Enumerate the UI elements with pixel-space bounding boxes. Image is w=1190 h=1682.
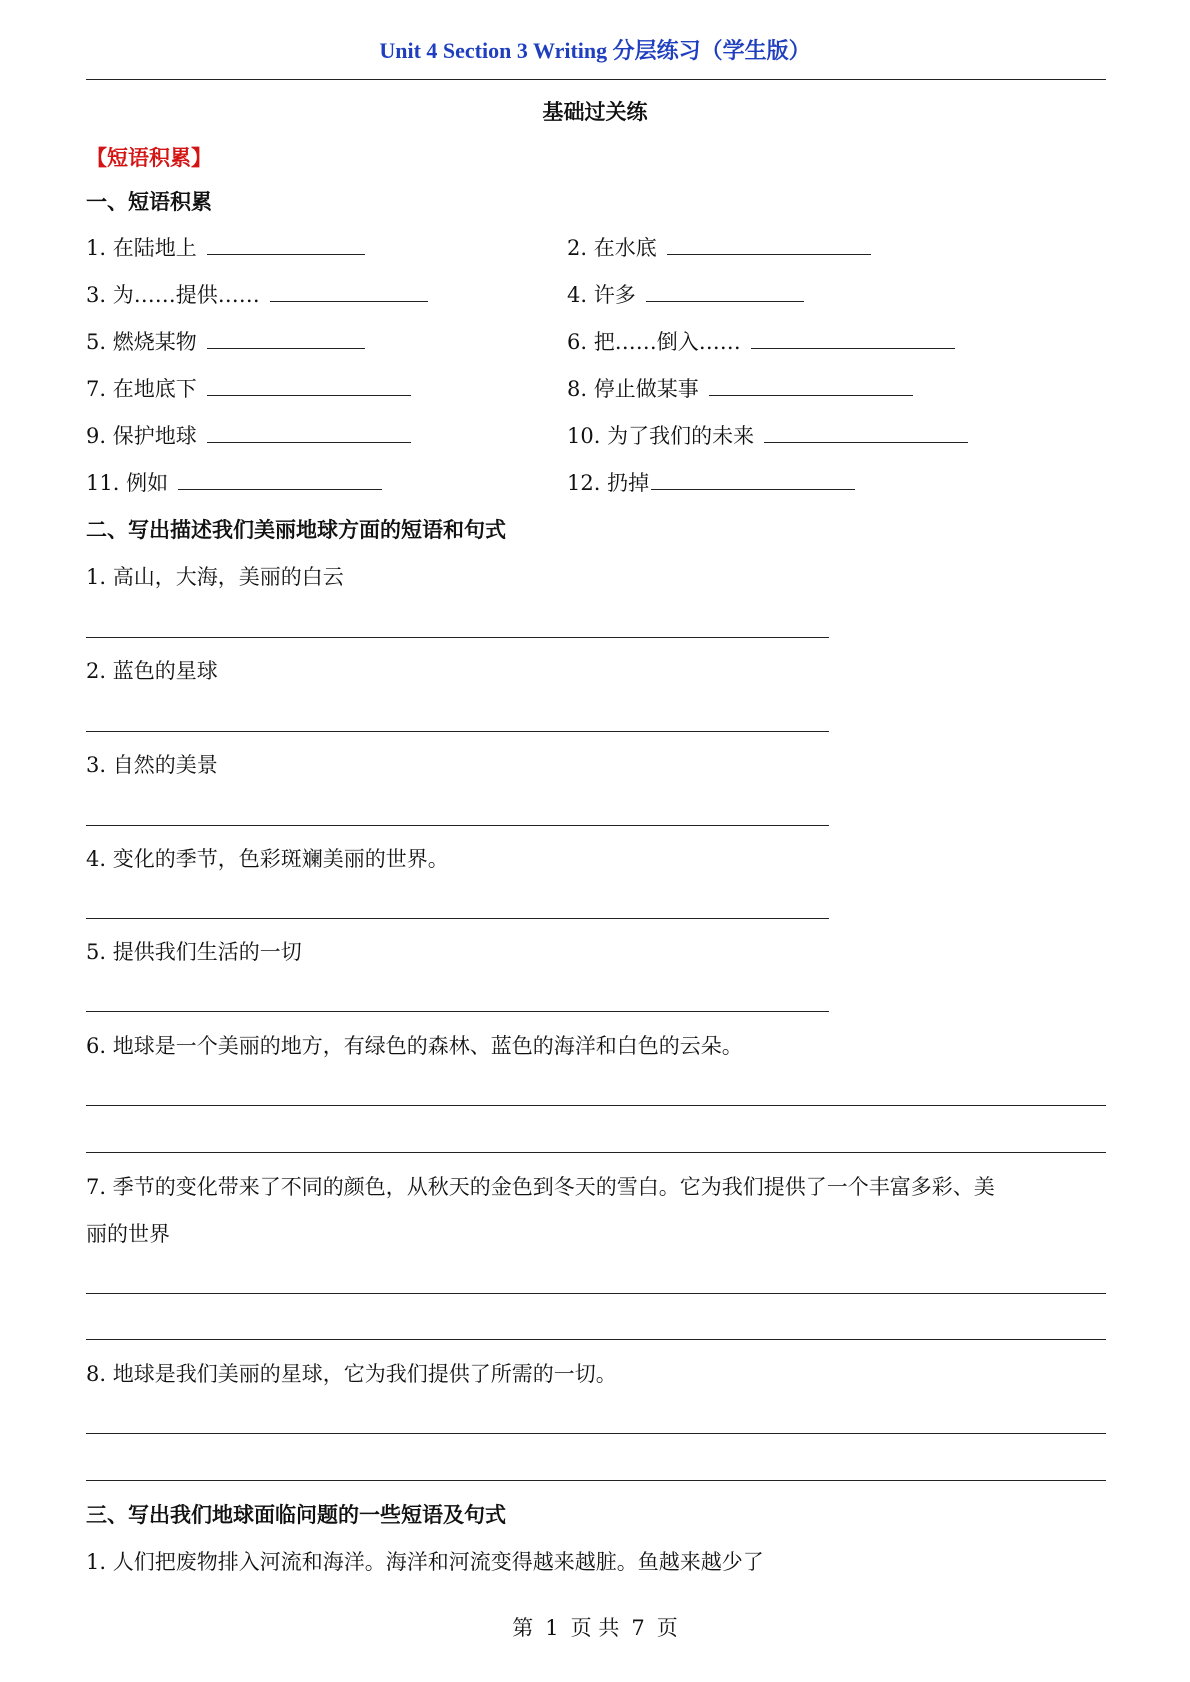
answer-blank[interactable] bbox=[178, 469, 382, 490]
answer-blank[interactable] bbox=[207, 234, 365, 255]
phrase-text: 在陆地上 bbox=[112, 236, 197, 260]
phrase-text: 把……倒入…… bbox=[593, 330, 741, 354]
total-pages: 7 bbox=[631, 1616, 645, 1640]
answer-blank[interactable] bbox=[207, 375, 411, 396]
section-title: 基础过关练 bbox=[542, 99, 648, 124]
answer-line[interactable] bbox=[86, 918, 829, 919]
page-number: 1 bbox=[545, 1616, 559, 1640]
sentence-item: 4. 变化的季节，色彩斑斓美丽的世界。 bbox=[86, 847, 449, 871]
answer-line[interactable] bbox=[86, 1339, 1106, 1340]
phrase-item: 7. 在地底下 bbox=[86, 373, 411, 403]
answer-blank[interactable] bbox=[667, 234, 871, 255]
phrase-text: 保护地球 bbox=[112, 424, 197, 448]
sentence-text: 季节的变化带来了不同的颜色，从秋天的金色到冬天的雪白。它为我们提供了一个丰富多彩、美 bbox=[112, 1175, 995, 1199]
sentence-item: 1. 高山，大海，美丽的白云 bbox=[86, 565, 344, 589]
sentence-text: 自然的美景 bbox=[112, 753, 218, 777]
sentence-text: 人们把废物排入河流和海洋。海洋和河流变得越来越脏。鱼越来越少了 bbox=[112, 1550, 764, 1574]
part2-heading: 二、写出描述我们美丽地球方面的短语和句式 bbox=[86, 517, 506, 542]
answer-line[interactable] bbox=[86, 1433, 1106, 1434]
answer-line[interactable] bbox=[86, 825, 829, 826]
sentence-text: 地球是一个美丽的地方，有绿色的森林、蓝色的海洋和白色的云朵。 bbox=[112, 1034, 743, 1058]
answer-line[interactable] bbox=[86, 1152, 1106, 1153]
sentence-item: 5. 提供我们生活的一切 bbox=[86, 940, 302, 964]
phrase-text: 为了我们的未来 bbox=[607, 424, 755, 448]
phrase-text: 扔掉 bbox=[607, 471, 650, 495]
phrase-item: 9. 保护地球 bbox=[86, 420, 411, 450]
sentence-item: 3. 自然的美景 bbox=[86, 753, 218, 777]
document-title: Unit 4 Section 3 Writing 分层练习（学生版） bbox=[379, 38, 811, 63]
sentence-item: 2. 蓝色的星球 bbox=[86, 659, 218, 683]
phrase-item: 1. 在陆地上 bbox=[86, 232, 365, 262]
sentence-text: 提供我们生活的一切 bbox=[112, 940, 302, 964]
phrase-item: 10. 为了我们的未来 bbox=[567, 420, 968, 450]
answer-blank[interactable] bbox=[709, 375, 913, 396]
part3-heading: 三、写出我们地球面临问题的一些短语及句式 bbox=[86, 1502, 506, 1527]
answer-line[interactable] bbox=[86, 1293, 1106, 1294]
answer-blank[interactable] bbox=[651, 469, 855, 490]
phrase-text: 燃烧某物 bbox=[112, 330, 197, 354]
answer-blank[interactable] bbox=[764, 422, 968, 443]
phrase-text: 许多 bbox=[593, 283, 636, 307]
page-footer: 第 1 页 共 7 页 bbox=[512, 1616, 678, 1640]
sentence-item: 7. 季节的变化带来了不同的颜色，从秋天的金色到冬天的雪白。它为我们提供了一个丰富多彩、美 bbox=[86, 1175, 995, 1199]
answer-line[interactable] bbox=[86, 1105, 1106, 1106]
answer-blank[interactable] bbox=[751, 328, 955, 349]
sentence-item: 8. 地球是我们美丽的星球，它为我们提供了所需的一切。 bbox=[86, 1362, 617, 1386]
answer-line[interactable] bbox=[86, 1480, 1106, 1481]
answer-line[interactable] bbox=[86, 731, 829, 732]
phrase-text: 在地底下 bbox=[112, 377, 197, 401]
phrase-text: 停止做某事 bbox=[593, 377, 699, 401]
sentence-item: 6. 地球是一个美丽的地方，有绿色的森林、蓝色的海洋和白色的云朵。 bbox=[86, 1034, 743, 1058]
sentence-item: 1. 人们把废物排入河流和海洋。海洋和河流变得越来越脏。鱼越来越少了 bbox=[86, 1550, 764, 1574]
answer-blank[interactable] bbox=[207, 422, 411, 443]
phrase-item: 12. 扔掉 bbox=[567, 467, 855, 497]
sentence-item-continued bbox=[86, 1218, 170, 1248]
category-label: 【短语积累】 bbox=[86, 145, 212, 170]
sentence-text: 变化的季节，色彩斑斓美丽的世界。 bbox=[112, 847, 449, 871]
phrase-item: 2. 在水底 bbox=[567, 232, 871, 262]
answer-blank[interactable] bbox=[270, 281, 428, 302]
phrase-item: 4. 许多 bbox=[567, 279, 804, 309]
sentence-text: 高山，大海，美丽的白云 bbox=[112, 565, 344, 589]
answer-blank[interactable] bbox=[207, 328, 365, 349]
sentence-text: 丽的世界 bbox=[86, 1222, 170, 1246]
phrase-item: 11. 例如 bbox=[86, 467, 382, 497]
sentence-text: 地球是我们美丽的星球，它为我们提供了所需的一切。 bbox=[112, 1362, 617, 1386]
sentence-text: 蓝色的星球 bbox=[112, 659, 218, 683]
phrase-item: 5. 燃烧某物 bbox=[86, 326, 365, 356]
phrase-text: 在水底 bbox=[593, 236, 657, 260]
part1-heading: 一、短语积累 bbox=[86, 189, 212, 214]
answer-line[interactable] bbox=[86, 1011, 829, 1012]
answer-line[interactable] bbox=[86, 637, 829, 638]
header-divider bbox=[86, 79, 1106, 80]
phrase-item: 6. 把……倒入…… bbox=[567, 326, 955, 356]
phrase-item: 8. 停止做某事 bbox=[567, 373, 913, 403]
phrase-text: 为……提供…… bbox=[112, 283, 260, 307]
answer-blank[interactable] bbox=[646, 281, 804, 302]
phrase-item: 3. 为……提供…… bbox=[86, 279, 428, 309]
phrase-text: 例如 bbox=[126, 471, 169, 495]
